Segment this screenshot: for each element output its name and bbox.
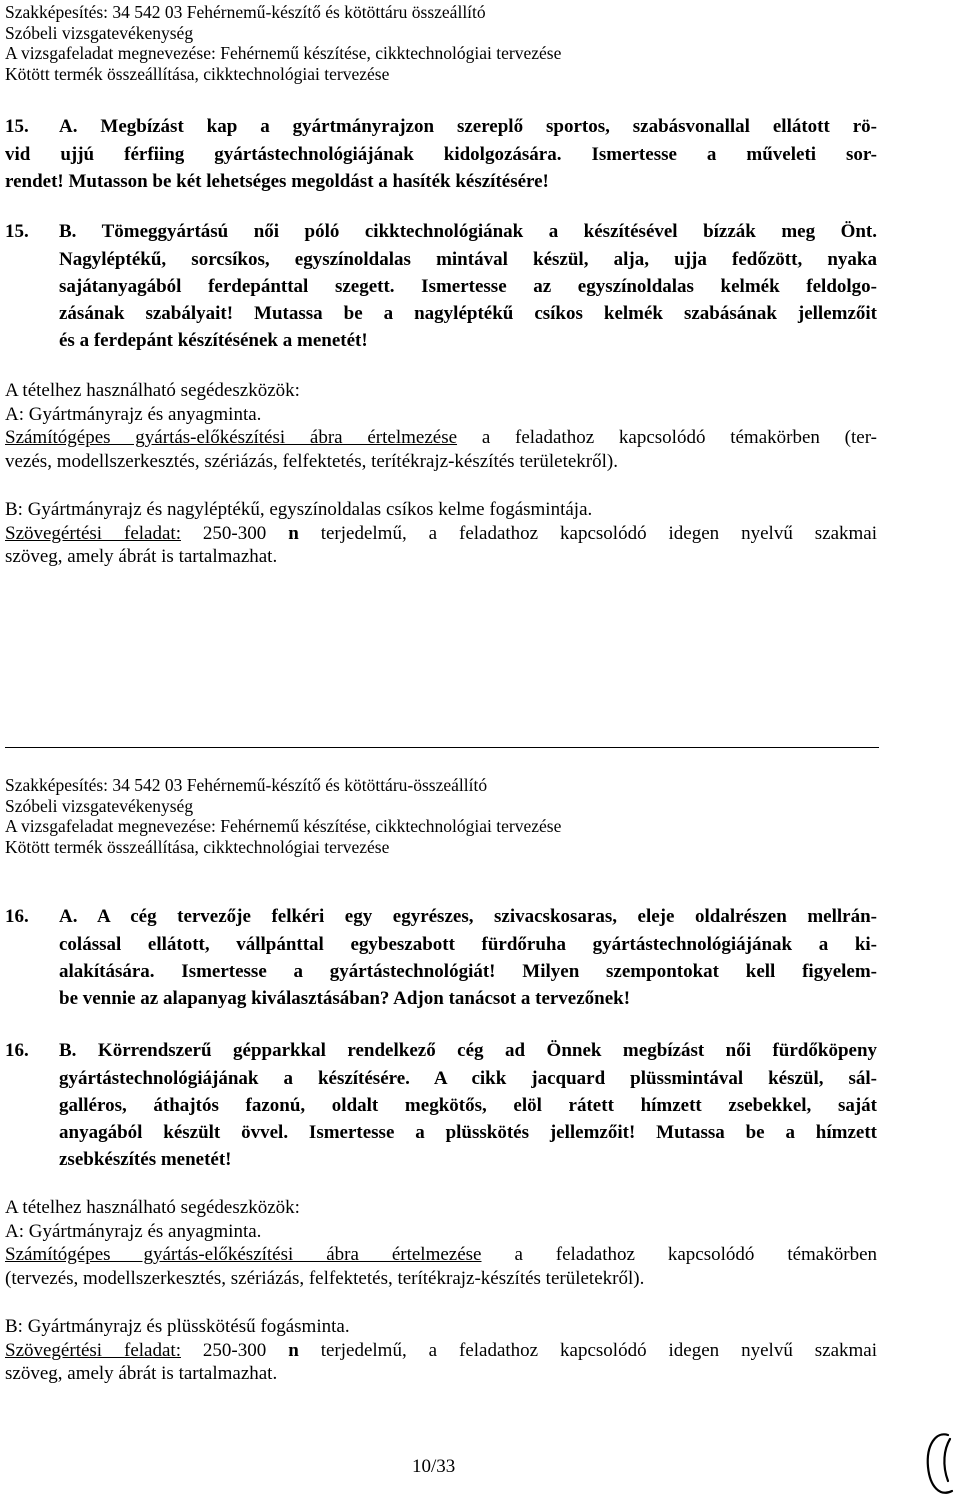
header-task-name: A vizsgafeladat megnevezése: Fehérnemű készítése, cikktechnológiai tervezése [5, 43, 562, 63]
tools-b: B: Gyártmányrajz és nagyléptékű, egyszínoldalas csíkos kelme fogásmintája. [5, 499, 593, 520]
task-label: B. [59, 221, 77, 242]
tools-cad: Számítógépes gyártás-előkészítési ábra értelmezése a feladathoz kapcsolódó témakörben [5, 1244, 877, 1265]
tools-text-task: Szövegértési feladat: 250-300 n terjedelmű, a feladathoz kapcsolódó idegen nyelvű szakmai [5, 522, 877, 544]
tools-cad-line2: vezés, modellszerkesztés, szériázás, felfektetés, terítékrajz-készítés területekről). [5, 450, 618, 472]
task-15b [5, 218, 877, 354]
task-label: A. [59, 906, 78, 927]
page-header-1 [5, 2, 561, 84]
task-number: 15. [5, 221, 29, 242]
tools-b: B: Gyártmányrajz és plüsskötésű fogásminta. [5, 1316, 350, 1337]
task-line: A. A cég tervezője felkéri egy egyrészes, szivacskosaras, eleje oldalrészen mellrán- [59, 906, 877, 927]
task-label: B. [59, 1040, 77, 1061]
tools-text-task-line2: szöveg, amely ábrát is tartalmazhat. [5, 546, 278, 567]
header-subtask: Kötött termék összeállítása, cikktechnológiai tervezése [5, 63, 390, 84]
header-exam-type: Szóbeli vizsgatevékenység [5, 22, 194, 43]
task-line: gyártástechnológiájának a készítésére. A cikk jacquard plüssmintával készül, sál- [59, 1068, 877, 1089]
task-label: A. [59, 116, 78, 137]
header-task-name: A vizsgafeladat megnevezése: Fehérnemű készítése, cikktechnológiai tervezése [5, 816, 562, 836]
task-line: sajátanyagából ferdepánttal szegett. Ismertesse az egyszínoldalas kelmék feldolgo- [59, 276, 877, 297]
tools-heading: A tételhez használható segédeszközök: [5, 380, 300, 401]
task-line: zásának szabályait! Mutassa be a nagyléptékű csíkos kelmék szabásának jellemzőit [59, 303, 877, 324]
signature-mark [918, 1425, 958, 1503]
task-line: zsebkészítés menetét! [59, 1149, 232, 1170]
tools-section-16 [5, 1196, 877, 1386]
task-line: alakítására. Ismertesse a gyártástechnológiát! Milyen szempontokat kell figyelem- [59, 961, 877, 982]
header-subtask: Kötött termék összeállítása, cikktechnológiai tervezése [5, 836, 390, 857]
task-15a [5, 113, 877, 195]
page-header-2 [5, 775, 561, 857]
tools-cad: Számítógépes gyártás-előkészítési ábra értelmezése a feladathoz kapcsolódó témakörben (ter- [5, 427, 877, 448]
task-line: be vennie az alapanyag kiválasztásában? Adjon tanácsot a tervezőnek! [59, 988, 631, 1009]
task-line: galléros, áthajtós fazonú, oldalt megkötős, elöl rátett hímzett zsebekkel, saját [59, 1095, 877, 1116]
tools-section-15 [5, 379, 877, 569]
tools-cad-line2: (tervezés, modellszerkesztés, szériázás, felfektetés, terítékrajz-készítés területekről). [5, 1267, 645, 1289]
header-exam-type: Szóbeli vizsgatevékenység [5, 795, 194, 816]
tools-heading: A tételhez használható segédeszközök: [5, 1197, 300, 1218]
task-line: rendet! Mutasson be két lehetséges megoldást a hasíték készítésére! [5, 171, 549, 192]
task-line: anyagából készült övvel. Ismertesse a plüsskötés jellemzőit! Mutassa be a hímzett [59, 1122, 877, 1143]
task-line: A. Megbízást kap a gyártmányrajzon szereplő sportos, szabásvonallal ellátott rö- [59, 116, 878, 137]
section-divider [5, 747, 879, 748]
task-line: colással ellátott, vállpánttal egybeszabott fürdőruha gyártástechnológiájának a ki- [59, 934, 877, 955]
task-number: 16. [5, 1040, 29, 1061]
task-line: B. Körrendszerű gépparkkal rendelkező cég ad Önnek megbízást női fürdőköpeny [59, 1040, 878, 1061]
task-16b [5, 1037, 877, 1173]
tools-a: A: Gyártmányrajz és anyagminta. [5, 1220, 262, 1242]
task-number: 15. [5, 116, 29, 137]
tools-a: A: Gyártmányrajz és anyagminta. [5, 403, 262, 425]
task-line: B. Tömeggyártású női póló cikktechnológiának a készítésével bízzák meg Önt. [59, 221, 877, 242]
header-qualification: Szakképesítés: 34 542 03 Fehérnemű-készítő és kötöttáru összeállító [5, 2, 486, 22]
task-number: 16. [5, 906, 29, 927]
task-line: és a ferdepánt készítésének a menetét! [59, 330, 368, 351]
task-line: Nagyléptékű, sorcsíkos, egyszínoldalas mintával készül, alja, ujja fedőzött, nyaka [59, 249, 877, 270]
tools-text-task-line2: szöveg, amely ábrát is tartalmazhat. [5, 1363, 278, 1384]
header-qualification: Szakképesítés: 34 542 03 Fehérnemű-készítő és kötöttáru-összeállító [5, 775, 488, 795]
tools-text-task: Szövegértési feladat: 250-300 n terjedelmű, a feladathoz kapcsolódó idegen nyelvű szakmai [5, 1339, 877, 1361]
task-line: vid ujjú férfiing gyártástechnológiájának kidolgozására. Ismertesse a műveleti sor- [5, 144, 877, 165]
task-16a [5, 903, 877, 1012]
page-number: 10/33 [412, 1456, 456, 1477]
